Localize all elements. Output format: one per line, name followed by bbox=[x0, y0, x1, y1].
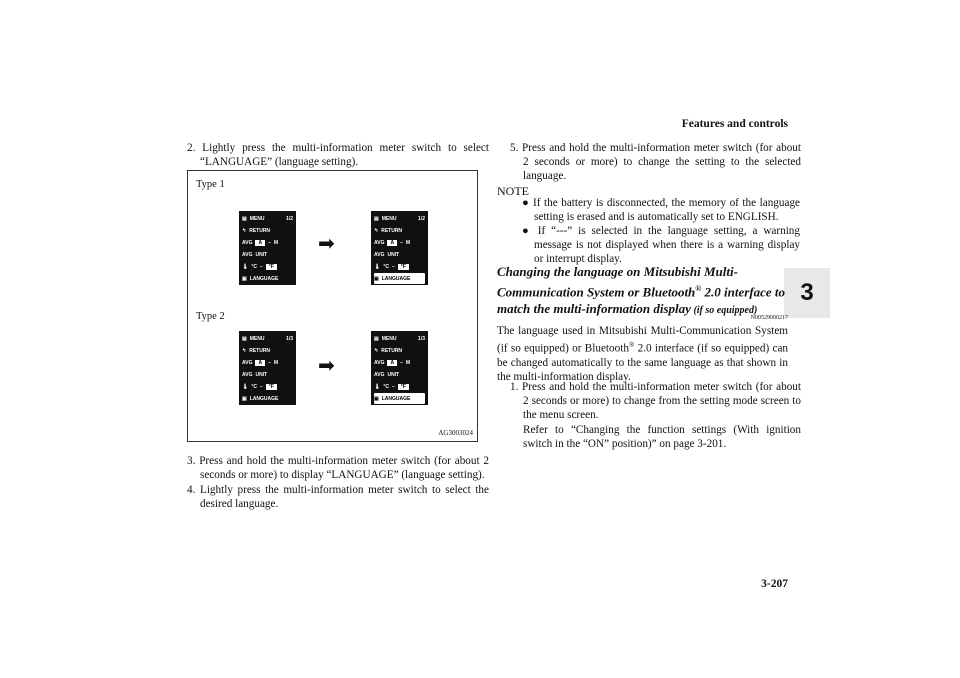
step-5: 5. Press and hold the multi-information meter switch (for about 2 seconds or more) to change the setting to the selected language. bbox=[510, 142, 801, 183]
display-screen-type1-after: ▤ MENU 1/2 ↰ RETURN AVG A – M AVG UNIT 🌡 °C – °F ▣ LANGUAGE bbox=[371, 211, 428, 285]
menu-icon: ▤ bbox=[374, 215, 379, 222]
thermometer-icon: 🌡 bbox=[242, 263, 249, 270]
note-title: NOTE bbox=[497, 184, 529, 198]
note-bullet-2: ● If “---” is selected in the language setting, a warning message is not displayed when there is a warning display or interrupt display. bbox=[522, 225, 800, 266]
type2-label: Type 2 bbox=[196, 311, 225, 322]
menu-icon: ▤ bbox=[242, 215, 247, 222]
step-2: 2. Lightly press the multi-information meter switch to select “LANGUAGE” (language setting). bbox=[187, 142, 489, 169]
step-4: 4. Lightly press the multi-information meter switch to select the desired language. bbox=[187, 484, 489, 511]
bullet-icon: ● bbox=[522, 197, 530, 209]
language-icon: ▣ bbox=[374, 395, 379, 402]
page-number: 3-207 bbox=[761, 578, 788, 590]
language-icon: ▣ bbox=[242, 275, 247, 282]
type1-label: Type 1 bbox=[196, 179, 225, 190]
return-arrow-icon: ↰ bbox=[242, 347, 247, 354]
step-1: 1. Press and hold the multi-information meter switch (for about 2 seconds or more) to change from the setting mode screen to the menu screen. Refer to “Changing the function settings (With ignition switch in the “ON” position)” on page 3-201. bbox=[510, 381, 801, 450]
right-arrow-icon: ➡ bbox=[318, 353, 335, 377]
section-heading: Changing the language on Mitsubishi Multi-Communication System or Bluetooth® 2.0 interface to match the multi-information display (if so equipped) bbox=[497, 264, 786, 317]
step-3: 3. Press and hold the multi-information meter switch (for about 2 seconds or more) to display “LANGUAGE” (language setting). bbox=[187, 455, 489, 482]
chapter-tab: 3 bbox=[784, 268, 830, 318]
return-arrow-icon: ↰ bbox=[374, 347, 379, 354]
bullet-icon: ● bbox=[522, 225, 532, 237]
thermometer-icon: 🌡 bbox=[374, 383, 381, 390]
display-screen-type2-after: ▤ MENU 1/3 ↰ RETURN AVG A – M AVG UNIT 🌡 °C – °F ▣ LANGUAGE bbox=[371, 331, 428, 405]
menu-icon: ▤ bbox=[374, 335, 379, 342]
return-arrow-icon: ↰ bbox=[374, 227, 379, 234]
figure-box bbox=[187, 170, 478, 442]
right-arrow-icon: ➡ bbox=[318, 231, 335, 255]
thermometer-icon: 🌡 bbox=[374, 263, 381, 270]
menu-icon: ▤ bbox=[242, 335, 247, 342]
display-screen-type2-before: ▤ MENU 1/3 ↰ RETURN AVG A – M AVG UNIT 🌡 °C – °F ▣ LANGUAGE bbox=[239, 331, 296, 405]
language-icon: ▣ bbox=[374, 275, 379, 282]
return-arrow-icon: ↰ bbox=[242, 227, 247, 234]
display-screen-type1-before: ▤ MENU 1/2 ↰ RETURN AVG A – M AVG UNIT 🌡 °C – °F ▣ LANGUAGE bbox=[239, 211, 296, 285]
note-bullet-1: ● If the battery is disconnected, the memory of the language setting is erased and is automatically set to ENGLISH. bbox=[522, 197, 801, 224]
section-body: The language used in Mitsubishi Multi-Communication System (if so equipped) or Bluetooth® 2.0 interface (if so equipped) can be changed automatically to the same language as that shown in the multi-information display. bbox=[497, 325, 789, 384]
running-header: Features and controls bbox=[681, 118, 788, 130]
section-code: N00529000217 bbox=[750, 315, 788, 321]
figure-code: AG3003024 bbox=[438, 429, 473, 437]
thermometer-icon: 🌡 bbox=[242, 383, 249, 390]
language-icon: ▣ bbox=[242, 395, 247, 402]
